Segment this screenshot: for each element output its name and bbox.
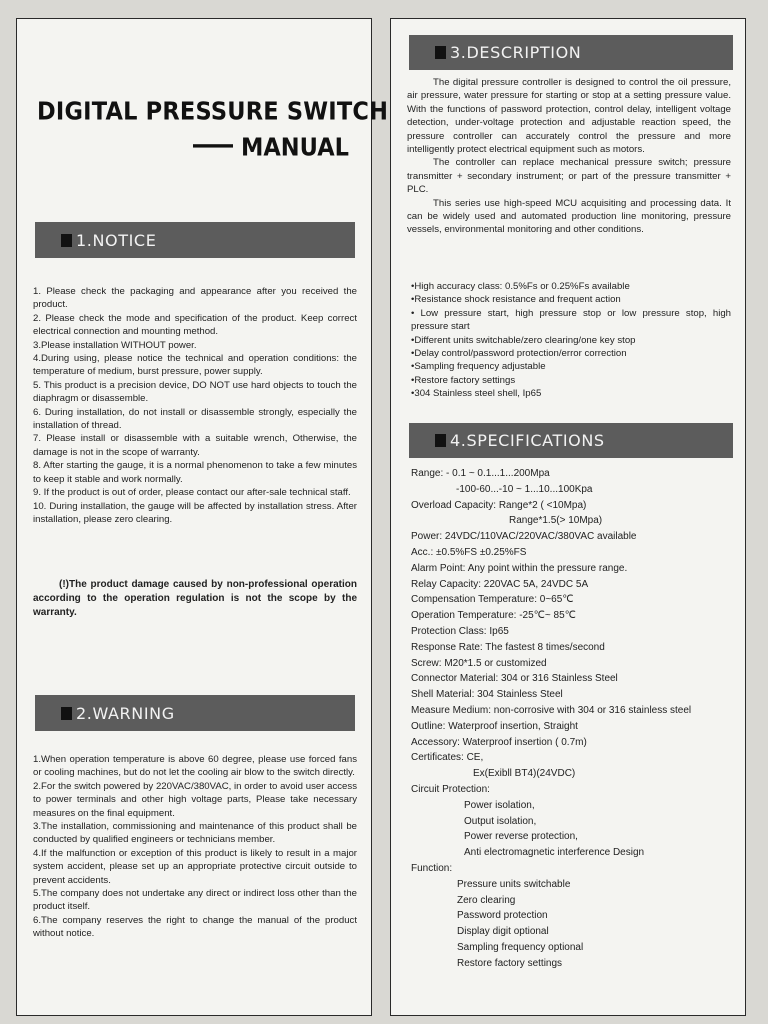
black-square-icon [435, 46, 446, 59]
spec-circuit-protection-label: Circuit Protection: [411, 783, 490, 795]
notice-item: 7. Please install or disassemble with a suitable wrench, Otherwise, the damage is not in the scope of warranty. [33, 433, 357, 458]
spec-circuit-protection-item: Output isolation, [464, 815, 537, 827]
manual-title-word: MANUAL [241, 133, 349, 163]
warning-heading [35, 695, 355, 731]
spec-function-item: Sampling frequency optional [457, 941, 584, 953]
notice-item: 3.Please installation WITHOUT power. [33, 339, 197, 351]
warning-heading-label: 2.WARNING [76, 703, 175, 723]
spec-circuit-protection-item: Power reverse protection, [464, 831, 578, 843]
spec-outline: Outline: Waterproof insertion, Straight [411, 720, 578, 732]
feature-item: • Sampling frequency adjustable [411, 360, 731, 373]
spec-overload: Overload Capacity: Range*2 ( <10Mpa) [411, 499, 587, 511]
black-square-icon [61, 234, 72, 247]
spec-function-item: Pressure units switchable [457, 878, 571, 890]
spec-function-item: Zero clearing [457, 894, 516, 906]
spec-circuit-protection-item: Anti electromagnetic interference Design [464, 847, 645, 859]
spec-certificates: Certificates: CE, [411, 752, 484, 764]
feature-item: • Resistance shock resistance and frequent action [411, 293, 731, 306]
spec-connector-material: Connector Material: 304 or 316 Stainless Steel [411, 673, 618, 685]
feature-item: • High accuracy class: 0.5%Fs or 0.25%Fs available [411, 280, 731, 293]
left-manual-page [16, 18, 389, 1016]
specifications-heading [409, 423, 733, 458]
feature-item: • 304 Stainless steel shell, Ip65 [411, 387, 731, 400]
warning-item: 1.When operation temperature is above 60 degree, please use forced fans or cooling machines, but do not let the cooling air blow to the switch directly. [33, 754, 357, 779]
spec-overload-high: Range*1.5(> 10Mpa) [509, 515, 603, 527]
spec-function-label: Function: [411, 862, 453, 874]
spec-operation-temperature: Operation Temperature: -25℃~ 85℃ [411, 610, 576, 622]
description-paragraph: The digital pressure controller is designed to control the oil pressure, air pressure, water pressure for starting or stop at a setting pressure value. With the functions of password protection, control delay, intelligent voltage detection, under-voltage protection and adjustable reaction speed, the pressure controller can accurately control the pressure and more intelligently protect electrical equipment such as motors. [407, 77, 731, 156]
description-heading-label: 3.DESCRIPTION [450, 43, 582, 62]
warranty-disclaimer: (!)The product damage caused by non-professional operation according to the operation regulation is not the scope by the warranty. [33, 579, 357, 618]
notice-item: 6. During installation, do not install or disassemble strongly, especially the installation of thread. [33, 406, 357, 432]
spec-function-item: Restore factory settings [457, 957, 563, 969]
spec-certificates-ex: Ex(Exibll BT4)(24VDC) [473, 768, 576, 780]
warning-item: 2.For the switch powered by 220VAC/380VAC, in order to avoid user access to power terminals and other high voltage parts, Please take necessary measures on the final equipment. [33, 780, 357, 819]
notice-item: 9. If the product is out of order, please contact our after-sale technical staff. [33, 487, 351, 499]
feature-item: • Restore factory settings [411, 374, 731, 387]
warning-item: 6.The company reserves the right to change the manual of the product without notice. [33, 914, 357, 940]
warning-list [33, 753, 357, 941]
spec-function-item: Password protection [457, 910, 548, 922]
manual-title-line-2 [193, 133, 349, 162]
warning-item: 5.The company does not undertake any direct or indirect loss other than the product itself. [33, 888, 357, 913]
spec-range: Range: - 0.1 ~ 0.1...1...200Mpa [411, 468, 550, 479]
warning-item: 3.The installation, commissioning and maintenance of this product shall be conducted by qualified engineers or technicians member. [33, 821, 357, 846]
feature-list [411, 280, 731, 401]
notice-item: 10. During installation, the gauge will be affected by installation stress. After installation, please zero clearing. [33, 500, 357, 525]
notice-heading [35, 222, 355, 258]
description-paragraph: The controller can replace mechanical pressure switch; pressure transmitter + secondary instrument; or part of the pressure transmitter + PLC. [407, 157, 731, 196]
spec-screw: Screw: M20*1.5 or customized [411, 657, 547, 669]
spec-circuit-protection-item: Power isolation, [464, 799, 535, 811]
spec-function-item: Display digit optional [457, 926, 549, 938]
notice-item: 8. After starting the gauge, it is a normal phenomenon to take a few minutes to keep it stable and work normally. [33, 460, 357, 485]
right-manual-page [390, 18, 746, 1016]
notice-item: 2. Please check the mode and specification of the product. Keep correct electrical connection and mounting method. [33, 312, 357, 338]
feature-item: • Low pressure start, high pressure stop or low pressure stop, high pressure start [411, 307, 731, 334]
specifications-heading-label: 4.SPECIFICATIONS [450, 431, 605, 450]
notice-list [33, 285, 357, 526]
feature-item: • Different units switchable/zero clearing/one key stop [411, 334, 731, 347]
spec-protection-class: Protection Class: Ip65 [411, 625, 509, 637]
spec-response-rate: Response Rate: The fastest 8 times/second [411, 641, 605, 653]
spec-accuracy: Acc.: ±0.5%FS ±0.25%FS [411, 546, 527, 558]
black-square-icon [435, 434, 446, 447]
spec-power: Power: 24VDC/110VAC/220VAC/380VAC available [411, 531, 637, 543]
notice-item: 1. Please check the packaging and appearance after you received the product. [33, 286, 357, 311]
notice-item: 4.During using, please notice the technical and operation conditions: the temperature of medium, burst pressure, power supply. [33, 353, 357, 378]
specifications-list [411, 466, 741, 972]
em-dash [193, 144, 233, 147]
spec-alarm-point: Alarm Point: Any point within the pressure range. [411, 562, 628, 574]
description-paragraph: This series use high-speed MCU acquisiting and processing data. It can be widely used and automated production line monitoring, pressure vessels, environmental monitoring and other conditions. [407, 197, 731, 236]
spec-accessory: Accessory: Waterproof insertion ( 0.7m) [411, 736, 587, 748]
notice-item: 5. This product is a precision device, DO NOT use hard objects to touch the diaphragm or disassemble. [33, 379, 357, 405]
feature-item: • Delay control/password protection/error correction [411, 347, 731, 360]
manual-title-line-1: DIGITAL PRESSURE SWITCH [37, 97, 389, 127]
spec-range-kpa: -100-60...-10 ~ 1...10...100Kpa [456, 483, 593, 495]
description-heading [409, 35, 733, 70]
notice-heading-label: 1.NOTICE [76, 230, 157, 250]
spec-shell-material: Shell Material: 304 Stainless Steel [411, 689, 563, 701]
spec-relay-capacity: Relay Capacity: 220VAC 5A, 24VDC 5A [411, 578, 589, 590]
black-square-icon [61, 707, 72, 720]
spec-compensation-temperature: Compensation Temperature: 0~65℃ [411, 594, 574, 606]
warning-item: 4.If the malfunction or exception of this product is likely to result in a major system accident, please set up an appropriate protective circuit outside to prevent accidents. [33, 847, 357, 886]
description-body [407, 76, 731, 237]
spec-measure-medium: Measure Medium: non-corrosive with 304 or 316 stainless steel [411, 704, 692, 716]
